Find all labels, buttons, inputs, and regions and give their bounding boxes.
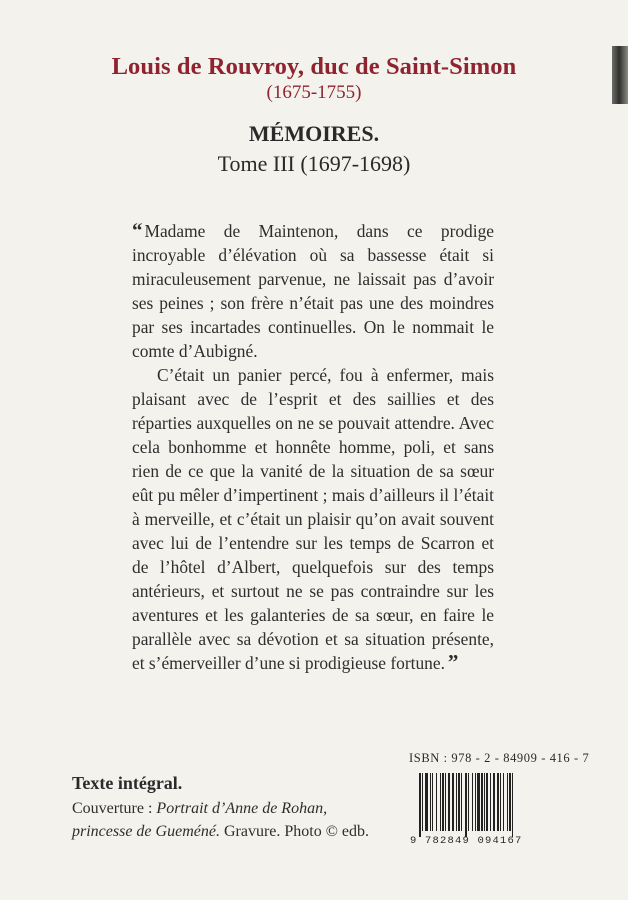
barcode-bar bbox=[503, 773, 504, 831]
barcode-bar bbox=[486, 773, 488, 831]
barcode-bar bbox=[461, 773, 462, 831]
barcode-icon bbox=[419, 773, 559, 833]
author-dates: (1675-1755) bbox=[266, 82, 362, 103]
barcode-bar bbox=[481, 773, 483, 831]
cover-credits bbox=[72, 797, 372, 843]
back-cover-quote bbox=[132, 219, 494, 675]
barcode-bar bbox=[512, 773, 513, 837]
barcode-bar bbox=[456, 773, 457, 831]
cover-credit-medium: Gravure. bbox=[219, 823, 285, 840]
barcode-bar bbox=[448, 773, 450, 831]
barcode-bar bbox=[500, 773, 501, 831]
isbn-label: ISBN : 978 - 2 - 84909 - 416 - 7 bbox=[409, 751, 590, 765]
barcode-bar bbox=[425, 773, 428, 831]
cover-credit-label: Couverture : bbox=[72, 800, 157, 817]
barcode-bar bbox=[445, 773, 446, 831]
barcode-bar bbox=[452, 773, 455, 831]
barcode-bar bbox=[458, 773, 460, 831]
barcode-bar bbox=[490, 773, 491, 831]
quote-paragraph-1-text: Madame de Maintenon, dans ce prodige incroyable d’élévation où sa bassesse était si miraculeusement parvenue, ne laissait pas d’avoir ses peines ; son frère n’était pas une des moindres par ses incartades continuelles. On le nommait le comte d’Aubigné. bbox=[132, 221, 494, 361]
barcode-bar bbox=[430, 773, 431, 831]
barcode-bar bbox=[493, 773, 496, 831]
barcode-bar bbox=[484, 773, 485, 831]
barcode-bar bbox=[497, 773, 499, 831]
photo-credit: Photo © edb. bbox=[284, 823, 369, 840]
barcode-bar bbox=[440, 773, 441, 831]
cover-credit-title: Portrait d’Anne de Rohan, princesse de Gueméné. bbox=[72, 800, 328, 840]
barcode-bar bbox=[442, 773, 444, 831]
quote-paragraph-2-text: C’était un panier percé, fou à enfermer, mais plaisant avec de l’esprit et des saillies et des réparties auxquelles on ne se pouvait attendre. Avec cela bonhomme et honnête homme, poli, et sans rien de ce que la vanité de la situation de sa sœur eût pu mêler d’impertinent ; mais d’ailleurs il l’était à merveille, et c’était un plaisir qu’on avait souvent avec lui de l’entendre sur les temps de Scarron et de l’hôtel d’Albert, quelquefois sur des temps antérieurs, et surtout ne se pas contraindre sur les aventures et les galanteries de sa sœur, en faire le parallèle avec sa dévotion et sa situation présente, et s’émerveiller d’une si prodigieuse fortune. bbox=[132, 365, 494, 673]
barcode-bar bbox=[422, 773, 423, 831]
barcode-bar bbox=[436, 773, 437, 831]
open-quote-mark: “ bbox=[132, 218, 143, 242]
barcode-bar bbox=[507, 773, 508, 831]
barcode-bar bbox=[475, 773, 476, 831]
quote-paragraph-1 bbox=[132, 219, 494, 363]
book-title: MÉMOIRES. bbox=[248, 121, 380, 146]
quote-paragraph-2 bbox=[132, 363, 494, 675]
barcode-digits: 9 782849 094167 bbox=[410, 835, 523, 847]
author-name: Louis de Rouvroy, duc de Saint-Simon bbox=[111, 53, 517, 80]
barcode-bar bbox=[477, 773, 480, 831]
close-quote-mark: ” bbox=[447, 650, 459, 674]
barcode-bar bbox=[465, 773, 467, 837]
volume-label: Tome III (1697-1698) bbox=[217, 151, 411, 176]
barcode-bar bbox=[432, 773, 434, 831]
barcode-bar bbox=[468, 773, 469, 831]
texte-integral-label: Texte intégral. bbox=[72, 773, 183, 793]
barcode-bar bbox=[509, 773, 511, 831]
barcode-bar bbox=[472, 773, 473, 831]
barcode-bar bbox=[419, 773, 421, 837]
